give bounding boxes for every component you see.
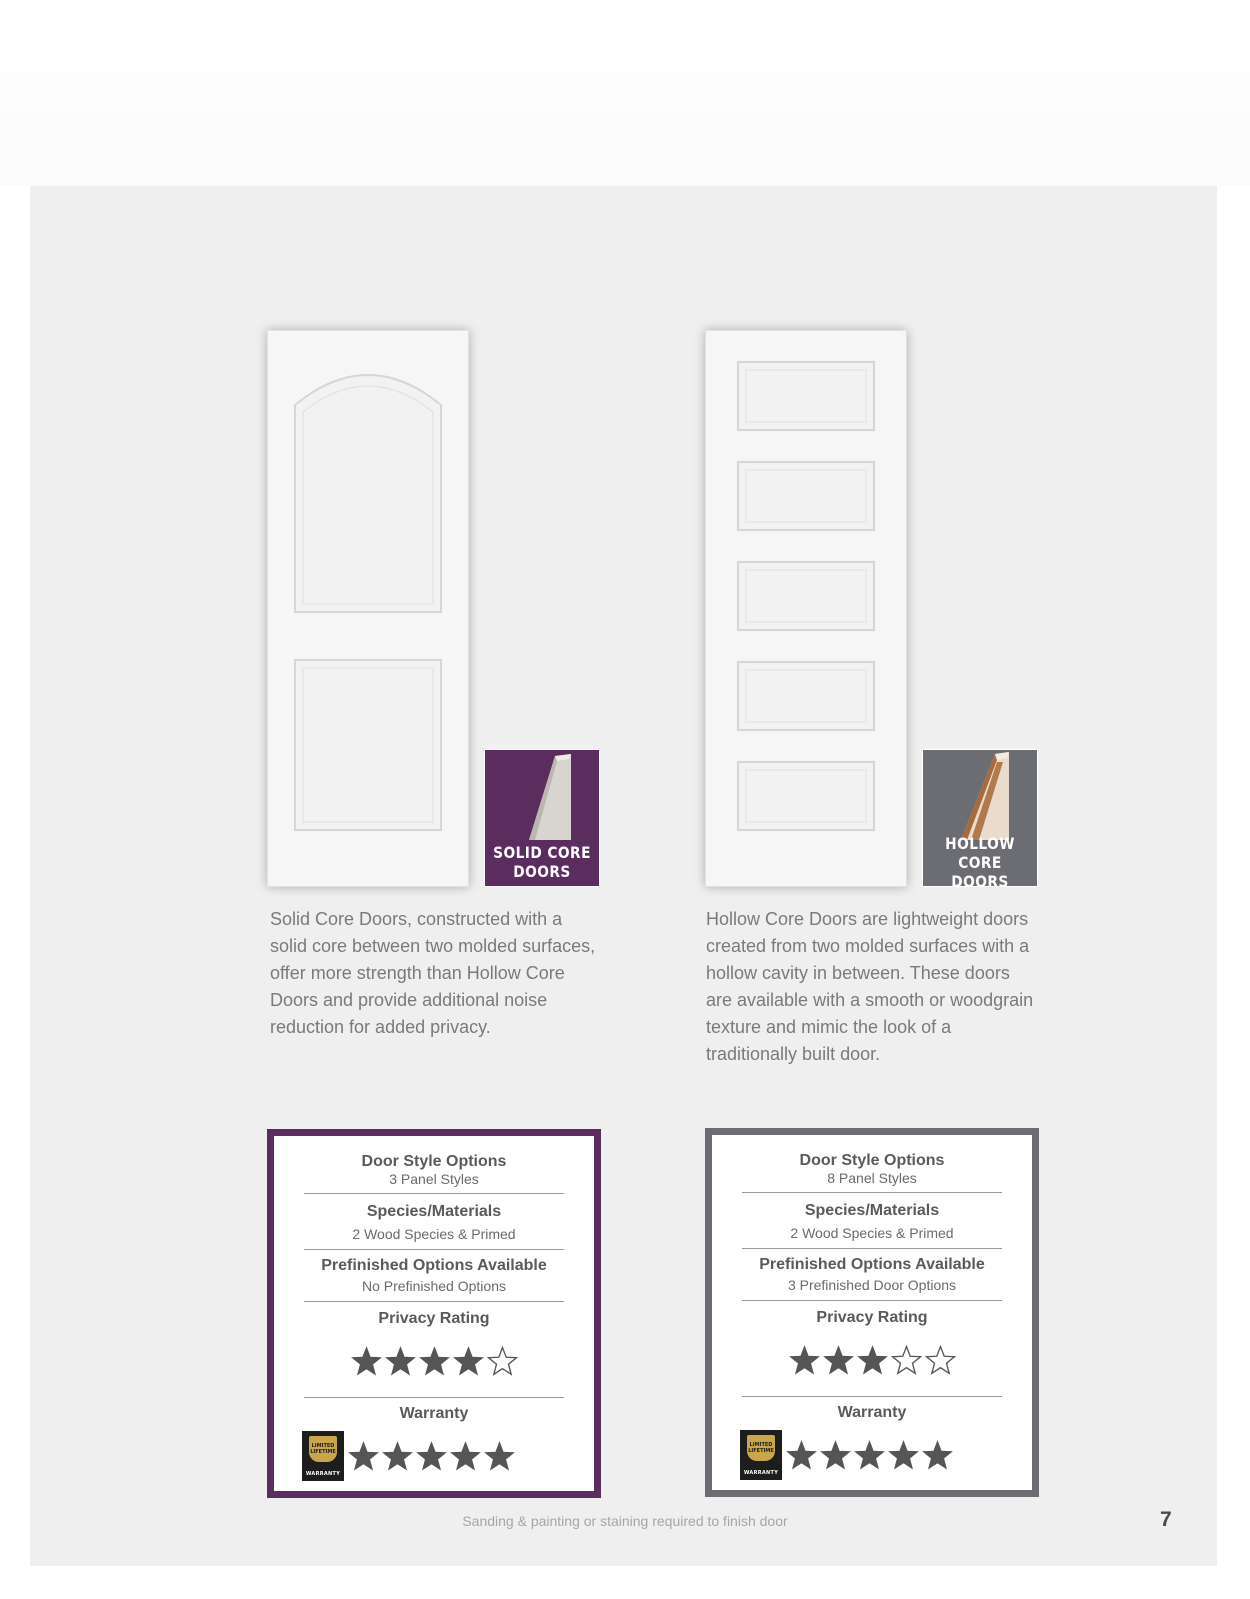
hollow-core-door-image <box>705 330 907 887</box>
style-options-heading: Door Style Options <box>799 1152 945 1169</box>
star-filled-icon <box>922 1440 953 1470</box>
star-empty-icon <box>925 1345 956 1375</box>
star-filled-icon <box>351 1346 382 1376</box>
star-filled-icon <box>453 1346 484 1376</box>
star-filled-icon <box>385 1346 416 1376</box>
divider <box>304 1397 564 1398</box>
star-filled-icon <box>450 1441 481 1471</box>
prefinished-heading: Prefinished Options Available <box>321 1257 547 1274</box>
star-filled-icon <box>789 1345 820 1375</box>
style-options-value: 8 Panel Styles <box>827 1170 917 1186</box>
species-heading: Species/Materials <box>366 1203 502 1220</box>
hollow-core-badge-label: HOLLOW CORE DOORS <box>945 833 1015 887</box>
divider <box>304 1249 564 1250</box>
privacy-rating-stars <box>742 1345 1002 1375</box>
divider <box>304 1193 564 1194</box>
limited-lifetime-warranty-logo: LIMITED LIFETIME WARRANTY <box>302 1431 344 1481</box>
solid-core-door-image <box>267 330 469 887</box>
divider <box>742 1248 1002 1249</box>
privacy-heading: Privacy Rating <box>378 1310 490 1327</box>
warranty-rating-stars <box>786 1440 953 1470</box>
prefinished-value: No Prefinished Options <box>362 1278 506 1294</box>
star-filled-icon <box>854 1440 885 1470</box>
prefinished-heading: Prefinished Options Available <box>759 1256 985 1273</box>
star-filled-icon <box>786 1440 817 1470</box>
star-filled-icon <box>382 1441 413 1471</box>
species-heading: Species/Materials <box>804 1202 940 1219</box>
hollow-core-spec-box <box>705 1128 1039 1497</box>
star-empty-icon <box>891 1345 922 1375</box>
divider <box>742 1396 1002 1397</box>
star-filled-icon <box>820 1440 851 1470</box>
divider <box>742 1300 1002 1301</box>
hollow-core-cutaway-icon <box>923 750 1037 840</box>
warranty-rating-stars <box>348 1441 515 1471</box>
warranty-heading: Warranty <box>399 1405 469 1422</box>
star-filled-icon <box>416 1441 447 1471</box>
solid-core-description: Solid Core Doors, constructed with a solid core between two molded surfaces, offer more strength than Hollow Core Doors and provide additional noise reduction for added privacy. <box>270 909 596 1037</box>
star-filled-icon <box>419 1346 450 1376</box>
page-number: 7 <box>1160 1508 1172 1531</box>
warranty-heading: Warranty <box>837 1404 907 1421</box>
divider <box>742 1192 1002 1193</box>
solid-core-badge <box>484 749 600 887</box>
prefinished-value: 3 Prefinished Door Options <box>787 1277 957 1293</box>
hollow-core-badge <box>922 749 1038 887</box>
solid-core-cutaway-icon <box>485 750 599 840</box>
star-filled-icon <box>857 1345 888 1375</box>
solid-core-spec-box <box>267 1129 601 1498</box>
limited-lifetime-warranty-logo: LIMITED LIFETIME WARRANTY <box>740 1430 782 1480</box>
species-value: 2 Wood Species & Primed <box>352 1226 516 1242</box>
star-filled-icon <box>823 1345 854 1375</box>
divider <box>304 1301 564 1302</box>
warranty-line <box>302 1431 515 1481</box>
style-options-heading: Door Style Options <box>361 1153 507 1170</box>
hollow-core-description: Hollow Core Doors are lightweight doors created from two molded surfaces with a hollow cavity in between. These doors are available with a smooth or woodgrain texture and mimic the look of a traditionally built door. <box>706 909 1034 1064</box>
star-empty-icon <box>487 1346 518 1376</box>
finishing-note: Sanding & painting or staining required to finish door <box>462 1513 788 1529</box>
warranty-line <box>740 1430 953 1480</box>
star-filled-icon <box>484 1441 515 1471</box>
header-band <box>0 0 1250 186</box>
style-options-value: 3 Panel Styles <box>389 1171 479 1187</box>
star-filled-icon <box>348 1441 379 1471</box>
species-value: 2 Wood Species & Primed <box>790 1225 954 1241</box>
star-filled-icon <box>888 1440 919 1470</box>
solid-core-badge-label: SOLID CORE DOORS <box>493 843 591 881</box>
privacy-rating-stars <box>304 1346 564 1376</box>
privacy-heading: Privacy Rating <box>816 1309 928 1326</box>
